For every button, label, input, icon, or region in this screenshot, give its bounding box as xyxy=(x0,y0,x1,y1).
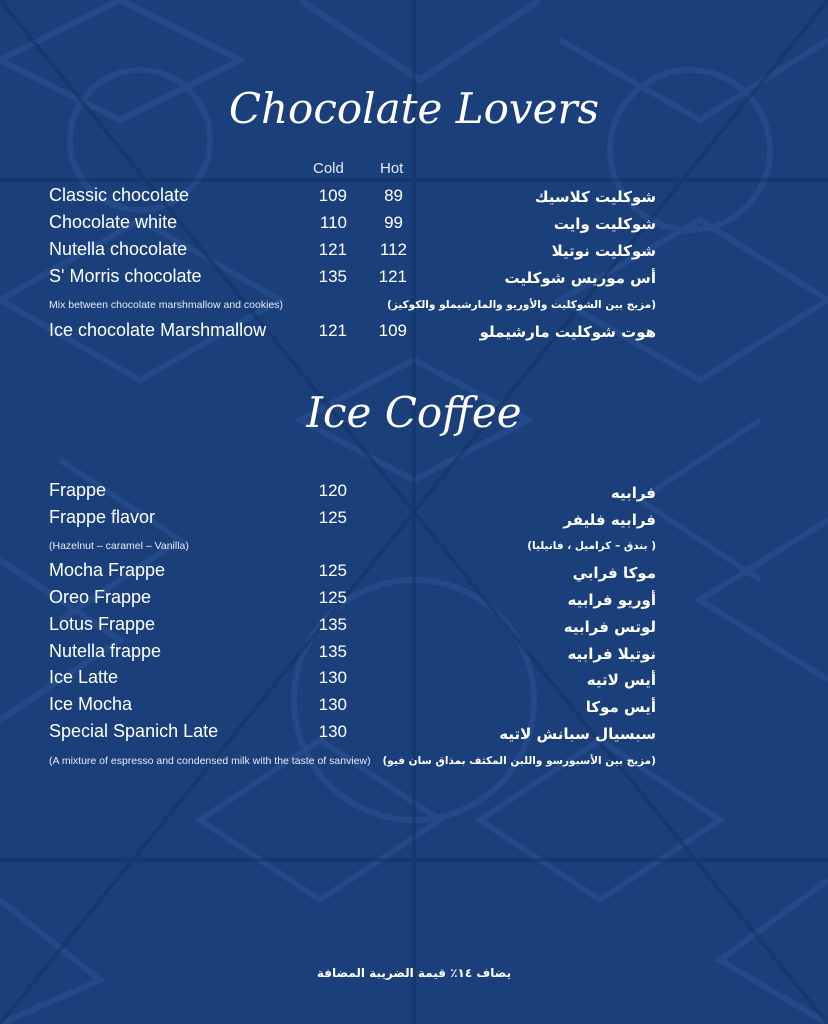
menu-item-name: S' Morris chocolate xyxy=(49,266,202,286)
item-description-arabic: (مزيج بين الشوكليت والأوريو والمارشيملو والكوكيز) xyxy=(386,299,656,311)
menu-item-price-cold: 135 xyxy=(318,267,347,286)
item-description-arabic: (مزيج بين الأسبورسو واللبن المكثف بمذاق سان فيو) xyxy=(382,755,656,767)
menu-item-price: 135 xyxy=(318,615,347,634)
menu-item-name-arabic: لوتس فرابيه xyxy=(563,618,656,636)
menu-item-price: 125 xyxy=(318,588,347,607)
menu-item-price: 130 xyxy=(318,722,347,741)
menu-item-name-arabic: فرابيه فليفر xyxy=(563,511,656,529)
menu-item-price: 130 xyxy=(318,668,347,687)
menu-item-name-arabic: موكا فرابي xyxy=(572,564,656,582)
menu-item-name-arabic: نوتيلا فرابيه xyxy=(567,645,656,663)
column-header-hot: Hot xyxy=(380,160,404,177)
item-description-arabic: ( بندق – كراميل ، فانيليا) xyxy=(527,540,656,552)
menu-item-name-arabic: سبسيال سبانش لاتيه xyxy=(499,725,656,743)
menu-item-price-hot: 121 xyxy=(378,267,407,286)
menu-item-name-arabic: شوكليت نوتيلا xyxy=(551,242,656,260)
menu-item-name: Ice Mocha xyxy=(49,694,133,714)
item-description: (A mixture of espresso and condensed milk with the taste of sanview) xyxy=(49,755,371,767)
item-description: (Hazelnut – caramel – Vanilla) xyxy=(49,540,189,552)
menu-item-name: Frappe flavor xyxy=(49,507,156,527)
menu-item-price-hot: 99 xyxy=(384,213,403,232)
menu-item-name-arabic: شوكليت وايت xyxy=(553,215,656,233)
menu-item-name: Lotus Frappe xyxy=(49,614,156,634)
menu-item-name-arabic: أوريو فرابيه xyxy=(567,591,656,609)
column-header-cold: Cold xyxy=(313,160,344,177)
menu-item-name: Classic chocolate xyxy=(49,185,190,205)
menu-item-price: 130 xyxy=(318,695,347,714)
menu-item-name: Nutella frappe xyxy=(49,641,162,661)
menu-item-price: 120 xyxy=(318,481,347,500)
menu-item-price-cold: 121 xyxy=(318,240,347,259)
menu-item-name-arabic: أيس لاتيه xyxy=(586,671,656,689)
section-title-ice-coffee: Ice Coffee xyxy=(306,388,522,437)
menu-item-price: 135 xyxy=(318,642,347,661)
menu-item-name: Frappe xyxy=(49,480,107,500)
menu-item-name-arabic: فرابيه xyxy=(610,484,656,502)
menu-item-name: Oreo Frappe xyxy=(49,587,152,607)
menu-item-price-cold: 121 xyxy=(318,321,347,340)
menu-item-name-arabic: أيس موكا xyxy=(585,698,656,716)
menu-item-name: Mocha Frappe xyxy=(49,560,166,580)
menu-item-price: 125 xyxy=(318,508,347,527)
tax-notice: يضاف ١٤٪ قيمة الضريبة المضافة xyxy=(316,966,512,980)
section-title-chocolate: Chocolate Lovers xyxy=(228,84,600,133)
menu-item-name-arabic: هوت شوكليت مارشيملو xyxy=(479,323,656,341)
menu-item-price: 125 xyxy=(318,561,347,580)
menu-item-name: Ice chocolate Marshmallow xyxy=(49,320,267,340)
menu-item-price-cold: 109 xyxy=(318,186,347,205)
menu-item-name-arabic: أس موريس شوكليت xyxy=(504,269,656,287)
menu-item-name-arabic: شوكليت كلاسيك xyxy=(534,188,656,206)
item-description: Mix between chocolate marshmallow and cookies) xyxy=(49,299,284,311)
menu-item-price-hot: 89 xyxy=(384,186,403,205)
menu-item-price-hot: 112 xyxy=(379,240,407,259)
menu-item-name: Chocolate white xyxy=(49,212,178,232)
menu-item-name: Nutella chocolate xyxy=(49,239,188,259)
menu-item-price-hot: 109 xyxy=(378,321,407,340)
menu-item-price-cold: 110 xyxy=(319,213,347,232)
menu-item-name: Special Spanich Late xyxy=(49,721,219,741)
menu-item-name: Ice Latte xyxy=(49,667,119,687)
